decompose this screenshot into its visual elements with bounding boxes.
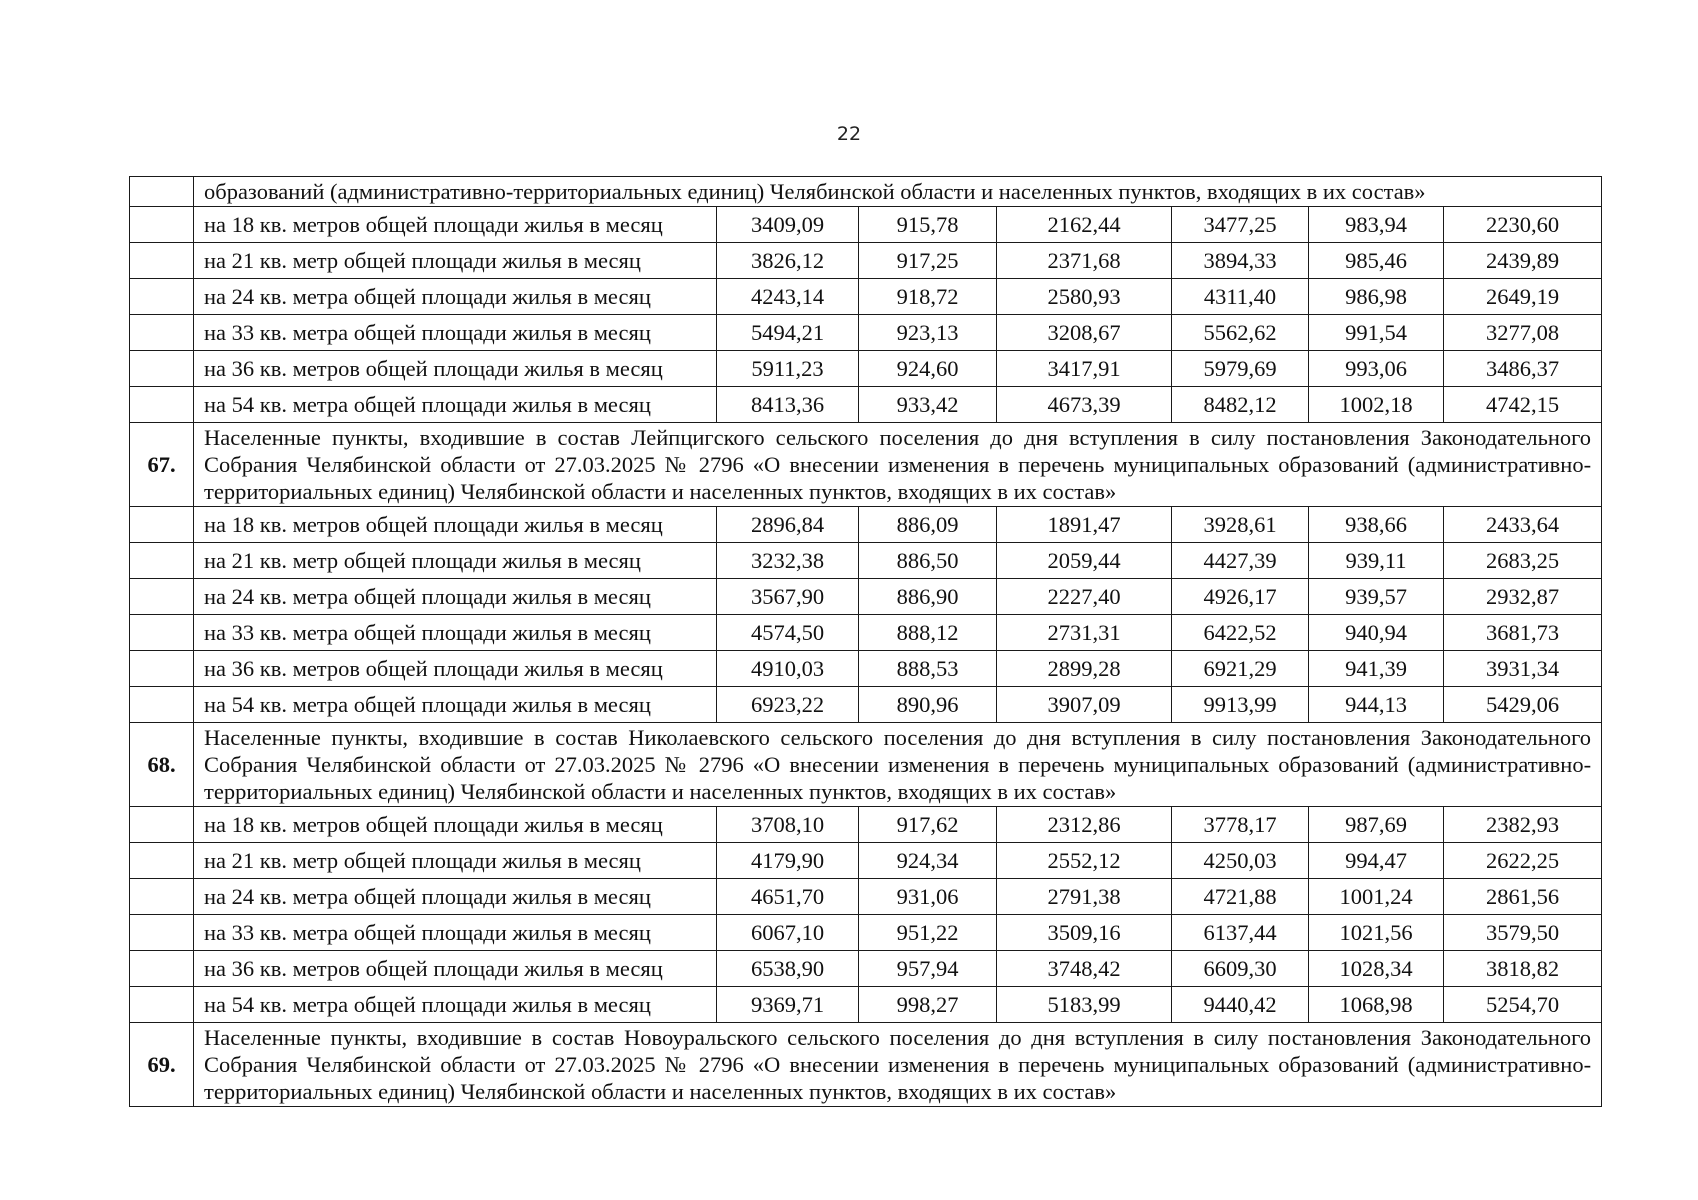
value-cell: 941,39 [1309,651,1444,687]
area-norm-label: на 33 кв. метра общей площади жилья в месяц [194,915,717,951]
value-cell: 3208,67 [997,315,1172,351]
table-row [130,879,1602,915]
value-cell: 957,94 [859,951,997,987]
table-row [130,843,1602,879]
value-cell: 4179,90 [717,843,859,879]
area-norm-label: на 36 кв. метров общей площади жилья в месяц [194,651,717,687]
area-norm-label: на 33 кв. метра общей площади жилья в месяц [194,615,717,651]
value-cell: 1068,98 [1309,987,1444,1023]
value-cell: 8413,36 [717,387,859,423]
tariff-table [129,176,1602,1107]
value-cell: 2227,40 [997,579,1172,615]
empty-number-cell [130,315,194,351]
value-cell: 924,34 [859,843,997,879]
empty-number-cell [130,615,194,651]
area-norm-label: на 18 кв. метров общей площади жилья в месяц [194,507,717,543]
empty-number-cell [130,879,194,915]
table-row [130,687,1602,723]
area-norm-label: на 24 кв. метра общей площади жилья в месяц [194,279,717,315]
value-cell: 2580,93 [997,279,1172,315]
area-norm-label: на 54 кв. метра общей площади жилья в месяц [194,687,717,723]
item-number: 69. [130,1023,194,1107]
value-cell: 985,46 [1309,243,1444,279]
value-cell: 3477,25 [1172,207,1309,243]
value-cell: 4926,17 [1172,579,1309,615]
value-cell: 933,42 [859,387,997,423]
value-cell: 3748,42 [997,951,1172,987]
value-cell: 6609,30 [1172,951,1309,987]
table-row [130,507,1602,543]
value-cell: 3931,34 [1444,651,1602,687]
value-cell: 944,13 [1309,687,1444,723]
value-cell: 998,27 [859,987,997,1023]
value-cell: 5254,70 [1444,987,1602,1023]
value-cell: 2439,89 [1444,243,1602,279]
value-cell: 1001,24 [1309,879,1444,915]
empty-number-cell [130,951,194,987]
value-cell: 2162,44 [997,207,1172,243]
value-cell: 2433,64 [1444,507,1602,543]
empty-number-cell [130,507,194,543]
settlement-header-row [130,723,1602,807]
empty-number-cell [130,243,194,279]
settlement-description: Населенные пункты, входившие в состав Николаевского сельского поселения до дня вступления в силу постановления Законодательного Собрания Челябинской области от 27.03.2025 № 2796 «О внесении изменения в перечень муниципальных образований (административно-территориальных единиц) Челябинской области и населенных пунктов, входящих в их состав» [194,723,1602,807]
value-cell: 3509,16 [997,915,1172,951]
area-norm-label: на 21 кв. метр общей площади жилья в месяц [194,543,717,579]
value-cell: 1028,34 [1309,951,1444,987]
value-cell: 3681,73 [1444,615,1602,651]
value-cell: 4250,03 [1172,843,1309,879]
value-cell: 6067,10 [717,915,859,951]
empty-number-cell [130,207,194,243]
value-cell: 3277,08 [1444,315,1602,351]
value-cell: 3818,82 [1444,951,1602,987]
table-row [130,351,1602,387]
area-norm-label: на 36 кв. метров общей площади жилья в месяц [194,351,717,387]
value-cell: 1021,56 [1309,915,1444,951]
value-cell: 5429,06 [1444,687,1602,723]
value-cell: 4742,15 [1444,387,1602,423]
empty-number-cell [130,651,194,687]
area-norm-label: на 21 кв. метр общей площади жилья в месяц [194,243,717,279]
value-cell: 939,57 [1309,579,1444,615]
table-row [130,543,1602,579]
value-cell: 6137,44 [1172,915,1309,951]
empty-number-cell [130,543,194,579]
table-row [130,987,1602,1023]
value-cell: 888,12 [859,615,997,651]
empty-number-cell [130,351,194,387]
value-cell: 983,94 [1309,207,1444,243]
value-cell: 918,72 [859,279,997,315]
value-cell: 6422,52 [1172,615,1309,651]
value-cell: 3826,12 [717,243,859,279]
value-cell: 5979,69 [1172,351,1309,387]
value-cell: 2059,44 [997,543,1172,579]
page-number: 22 [836,123,862,145]
area-norm-label: на 54 кв. метра общей площади жилья в месяц [194,387,717,423]
value-cell: 5183,99 [997,987,1172,1023]
settlement-description: образований (административно-территориальных единиц) Челябинской области и населенных пунктов, входящих в их состав» [194,177,1602,207]
table-row [130,807,1602,843]
table-row [130,579,1602,615]
value-cell: 917,62 [859,807,997,843]
item-number: 68. [130,723,194,807]
table-row [130,207,1602,243]
value-cell: 2791,38 [997,879,1172,915]
empty-number-cell [130,915,194,951]
item-number [130,177,194,207]
value-cell: 2552,12 [997,843,1172,879]
value-cell: 3232,38 [717,543,859,579]
empty-number-cell [130,279,194,315]
value-cell: 923,13 [859,315,997,351]
value-cell: 888,53 [859,651,997,687]
value-cell: 915,78 [859,207,997,243]
empty-number-cell [130,387,194,423]
value-cell: 2932,87 [1444,579,1602,615]
settlement-description: Населенные пункты, входившие в состав Лейпцигского сельского поселения до дня вступления в силу постановления Законодательного Собрания Челябинской области от 27.03.2025 № 2796 «О внесении изменения в перечень муниципальных образований (административно-территориальных единиц) Челябинской области и населенных пунктов, входящих в их состав» [194,423,1602,507]
table-row [130,615,1602,651]
value-cell: 2371,68 [997,243,1172,279]
value-cell: 2649,19 [1444,279,1602,315]
value-cell: 9913,99 [1172,687,1309,723]
value-cell: 2230,60 [1444,207,1602,243]
value-cell: 886,09 [859,507,997,543]
table-row [130,651,1602,687]
value-cell: 2683,25 [1444,543,1602,579]
value-cell: 8482,12 [1172,387,1309,423]
table-row [130,915,1602,951]
value-cell: 3579,50 [1444,915,1602,951]
value-cell: 3907,09 [997,687,1172,723]
value-cell: 6921,29 [1172,651,1309,687]
area-norm-label: на 18 кв. метров общей площади жилья в месяц [194,207,717,243]
value-cell: 5911,23 [717,351,859,387]
value-cell: 4574,50 [717,615,859,651]
value-cell: 4427,39 [1172,543,1309,579]
value-cell: 4910,03 [717,651,859,687]
settlement-header-row [130,1023,1602,1107]
value-cell: 1891,47 [997,507,1172,543]
area-norm-label: на 33 кв. метра общей площади жилья в месяц [194,315,717,351]
value-cell: 986,98 [1309,279,1444,315]
settlement-description: Населенные пункты, входившие в состав Новоуральского сельского поселения до дня вступления в силу постановления Законодательного Собрания Челябинской области от 27.03.2025 № 2796 «О внесении изменения в перечень муниципальных образований (административно-территориальных единиц) Челябинской области и населенных пунктов, входящих в их состав» [194,1023,1602,1107]
table-row [130,387,1602,423]
value-cell: 3486,37 [1444,351,1602,387]
area-norm-label: на 36 кв. метров общей площади жилья в месяц [194,951,717,987]
value-cell: 3894,33 [1172,243,1309,279]
value-cell: 951,22 [859,915,997,951]
value-cell: 2622,25 [1444,843,1602,879]
value-cell: 3778,17 [1172,807,1309,843]
value-cell: 9440,42 [1172,987,1309,1023]
value-cell: 939,11 [1309,543,1444,579]
value-cell: 4311,40 [1172,279,1309,315]
value-cell: 3409,09 [717,207,859,243]
empty-number-cell [130,807,194,843]
value-cell: 994,47 [1309,843,1444,879]
value-cell: 4243,14 [717,279,859,315]
value-cell: 6538,90 [717,951,859,987]
value-cell: 6923,22 [717,687,859,723]
value-cell: 987,69 [1309,807,1444,843]
value-cell: 938,66 [1309,507,1444,543]
value-cell: 1002,18 [1309,387,1444,423]
table-row [130,951,1602,987]
value-cell: 9369,71 [717,987,859,1023]
table-body [130,177,1602,1107]
empty-number-cell [130,579,194,615]
area-norm-label: на 18 кв. метров общей площади жилья в месяц [194,807,717,843]
value-cell: 2382,93 [1444,807,1602,843]
value-cell: 890,96 [859,687,997,723]
table-row [130,243,1602,279]
value-cell: 3928,61 [1172,507,1309,543]
area-norm-label: на 24 кв. метра общей площади жилья в месяц [194,579,717,615]
area-norm-label: на 21 кв. метр общей площади жилья в месяц [194,843,717,879]
table-row [130,315,1602,351]
value-cell: 5562,62 [1172,315,1309,351]
value-cell: 2899,28 [997,651,1172,687]
value-cell: 3708,10 [717,807,859,843]
value-cell: 4673,39 [997,387,1172,423]
value-cell: 931,06 [859,879,997,915]
value-cell: 4721,88 [1172,879,1309,915]
value-cell: 993,06 [1309,351,1444,387]
value-cell: 4651,70 [717,879,859,915]
value-cell: 991,54 [1309,315,1444,351]
value-cell: 3417,91 [997,351,1172,387]
value-cell: 2861,56 [1444,879,1602,915]
empty-number-cell [130,987,194,1023]
area-norm-label: на 24 кв. метра общей площади жилья в месяц [194,879,717,915]
empty-number-cell [130,843,194,879]
empty-number-cell [130,687,194,723]
value-cell: 886,50 [859,543,997,579]
value-cell: 886,90 [859,579,997,615]
item-number: 67. [130,423,194,507]
value-cell: 924,60 [859,351,997,387]
value-cell: 917,25 [859,243,997,279]
value-cell: 2731,31 [997,615,1172,651]
table-row [130,279,1602,315]
value-cell: 2312,86 [997,807,1172,843]
settlement-header-row [130,177,1602,207]
area-norm-label: на 54 кв. метра общей площади жилья в месяц [194,987,717,1023]
value-cell: 940,94 [1309,615,1444,651]
settlement-header-row [130,423,1602,507]
value-cell: 2896,84 [717,507,859,543]
value-cell: 3567,90 [717,579,859,615]
value-cell: 5494,21 [717,315,859,351]
